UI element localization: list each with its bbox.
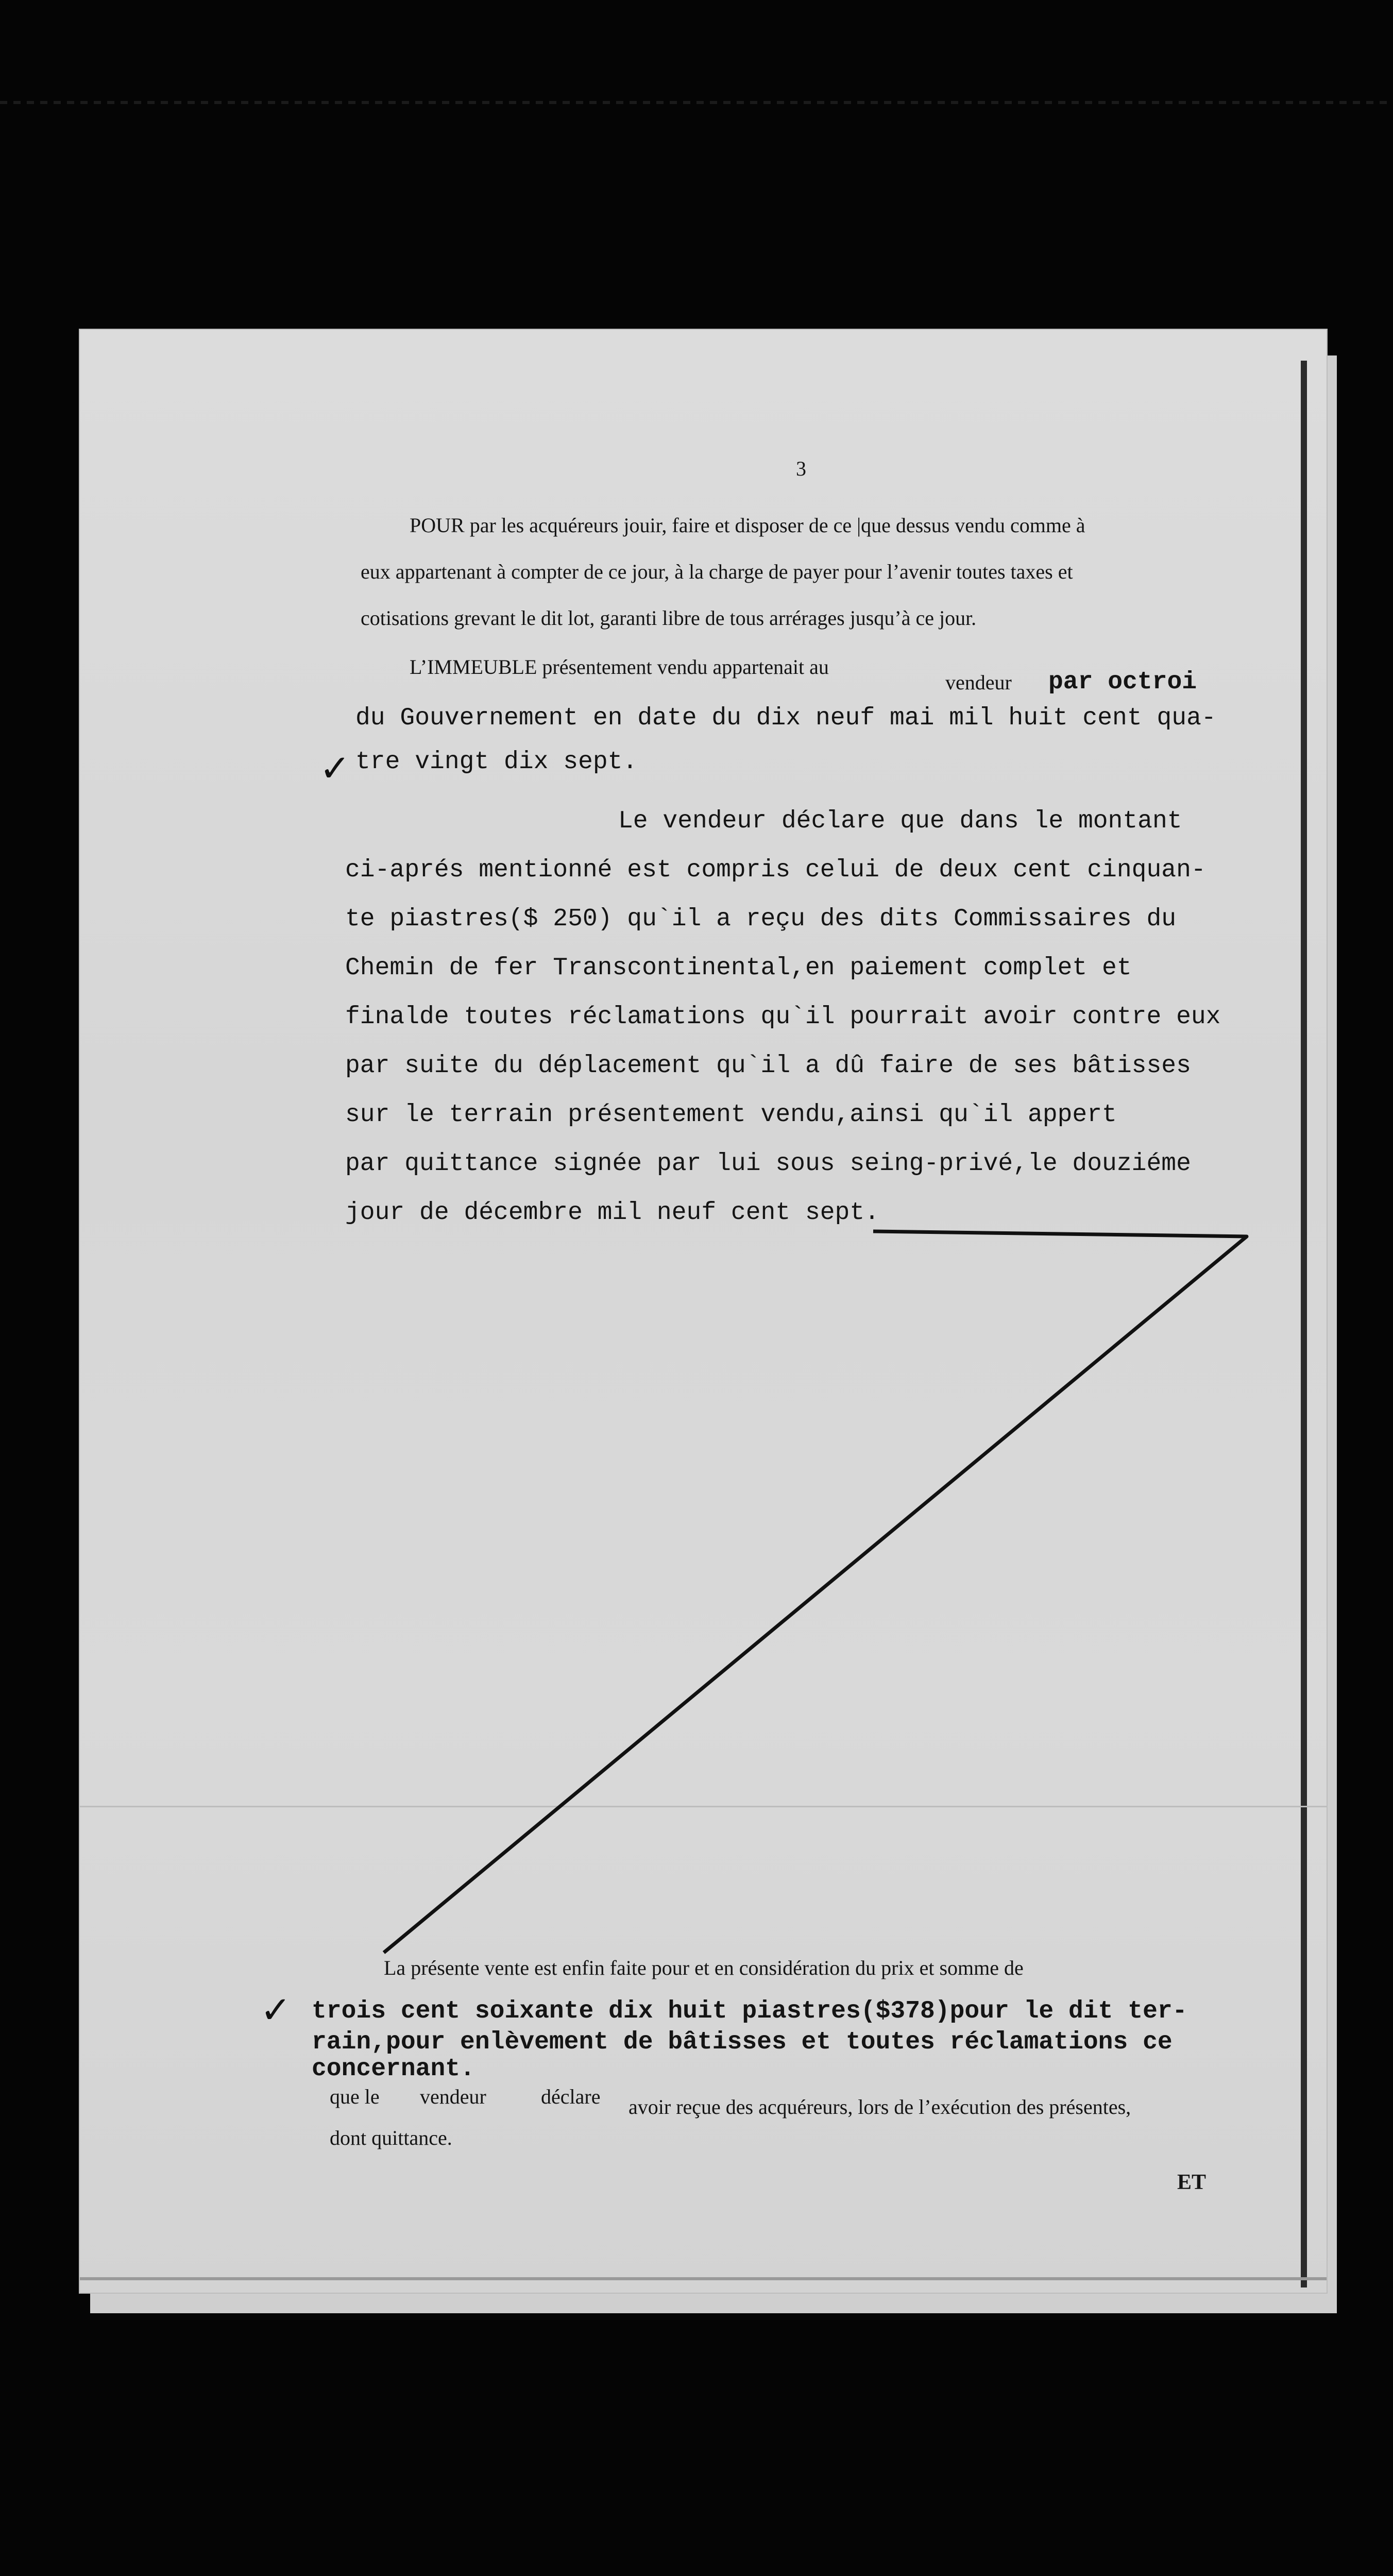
typed-line: te piastres($ 250) qu`il a reçu des dits Commissaires du bbox=[345, 905, 1177, 933]
paragraph-line: avoir reçue des acquéreurs, lors de l’exécution des présentes, bbox=[628, 2095, 1131, 2119]
typed-insert: par octroi bbox=[1048, 668, 1197, 696]
typed-line: ci-aprés mentionné est compris celui de deux cent cinquan- bbox=[345, 856, 1206, 884]
typed-line: rain,pour enlèvement de bâtisses et toutes réclamations ce bbox=[312, 2028, 1173, 2056]
paragraph-word: déclare bbox=[541, 2085, 601, 2108]
page-number: 3 bbox=[796, 457, 806, 480]
check-mark-icon: ✓ bbox=[319, 747, 351, 790]
paragraph-line: eux appartenant à compter de ce jour, à la charge de payer pour l’avenir toutes taxes et bbox=[361, 560, 1073, 583]
paragraph-line: cotisations grevant le dit lot, garanti libre de tous arrérages jusqu’à ce jour. bbox=[361, 606, 977, 630]
paragraph-line: dont quittance. bbox=[330, 2126, 452, 2149]
typed-line: trois cent soixante dix huit piastres($378)pour le dit ter- bbox=[312, 1997, 1187, 2025]
paragraph-line: L’IMMEUBLE présentement vendu appartenait au bbox=[410, 655, 829, 679]
paragraph-word: que le bbox=[330, 2085, 380, 2108]
typed-line: finalde toutes réclamations qu`il pourrait avoir contre eux bbox=[345, 1003, 1221, 1031]
typed-line: par quittance signée par lui sous seing-privé,le douziéme bbox=[345, 1150, 1191, 1178]
typed-line: jour de décembre mil neuf cent sept. bbox=[345, 1199, 879, 1227]
typed-line: tre vingt dix sept. bbox=[355, 748, 638, 776]
typed-line: du Gouvernement en date du dix neuf mai mil huit cent qua- bbox=[355, 704, 1216, 732]
paragraph-line: POUR par les acquéreurs jouir, faire et disposer de ce |que dessus vendu comme à bbox=[410, 514, 1085, 537]
typed-line: Le vendeur déclare que dans le montant bbox=[618, 807, 1182, 835]
typed-line: Chemin de fer Transcontinental,en paiement complet et bbox=[345, 954, 1132, 982]
paragraph-line: La présente vente est enfin faite pour et en considération du prix et somme de bbox=[384, 1956, 1024, 1979]
paragraph-word: vendeur bbox=[420, 2085, 486, 2108]
check-mark-icon: ✓ bbox=[260, 1988, 292, 2031]
paragraph-word: vendeur bbox=[945, 671, 1012, 694]
typed-line: par suite du déplacement qu`il a dû faire de ses bâtisses bbox=[345, 1052, 1191, 1080]
catchword-et: ET bbox=[1177, 2171, 1207, 2194]
typed-line: concernant. bbox=[312, 2055, 475, 2083]
typed-line: sur le terrain présentement vendu,ainsi qu`il appert bbox=[345, 1101, 1117, 1129]
